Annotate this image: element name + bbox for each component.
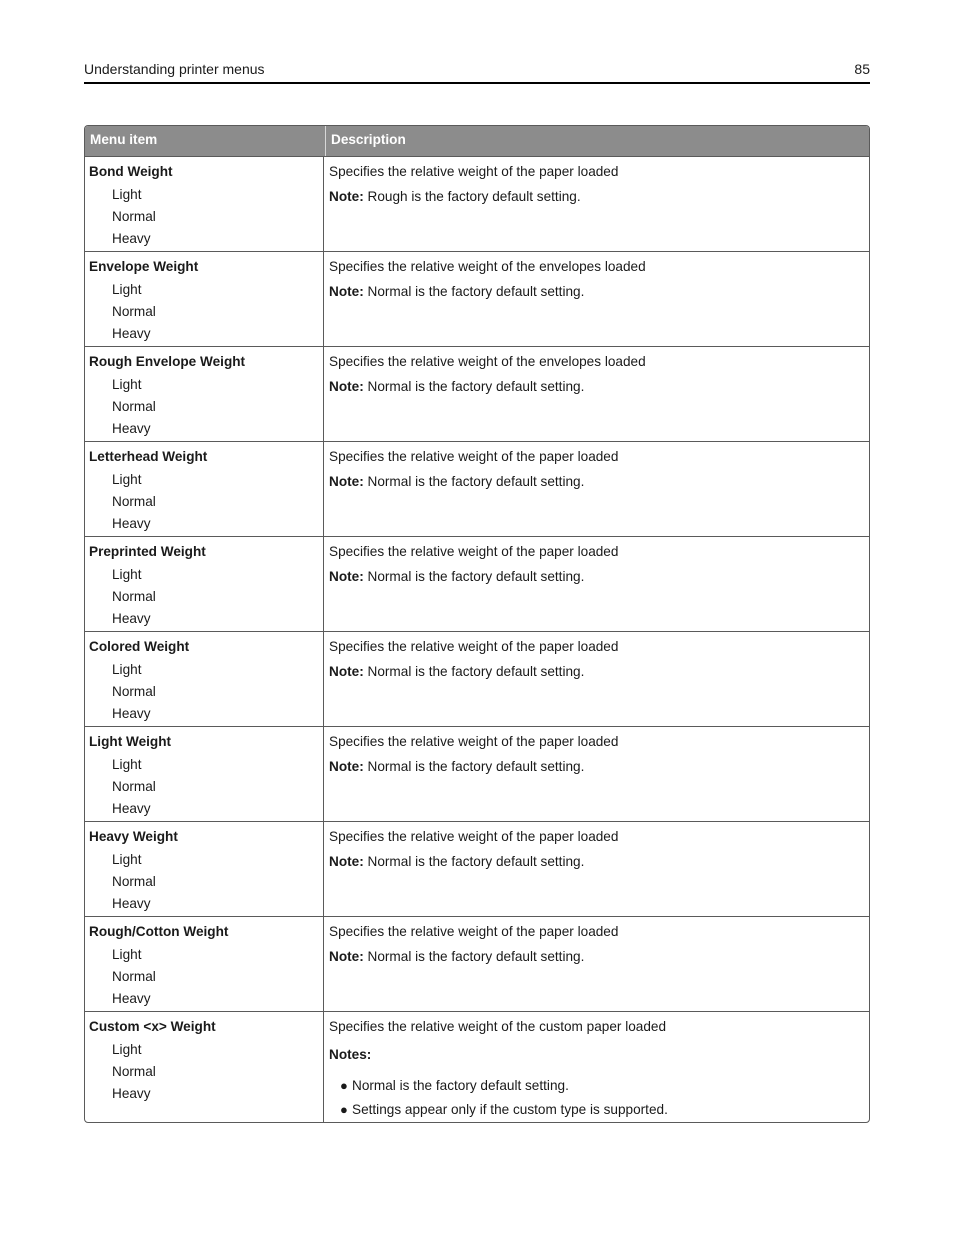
menu-item-cell	[85, 822, 324, 916]
menu-option: Heavy	[112, 801, 151, 816]
description-text: Specifies the relative weight of the custom paper loaded	[329, 1019, 667, 1034]
note-label: Note:	[329, 284, 364, 299]
menu-item-cell	[85, 1012, 324, 1122]
menu-option: Normal	[112, 589, 156, 604]
menu-item-name: Colored Weight	[89, 639, 190, 654]
note-text: Normal is the factory default setting.	[363, 569, 585, 584]
menu-item-name: Bond Weight	[89, 164, 173, 179]
menu-option: Heavy	[112, 1086, 151, 1101]
menu-item-name: Preprinted Weight	[89, 544, 206, 559]
menu-item-name: Envelope Weight	[89, 259, 199, 274]
menu-option: Normal	[112, 779, 156, 794]
description-text: Specifies the relative weight of the paper loaded	[329, 164, 619, 179]
menu-option: Normal	[112, 874, 156, 889]
menu-option: Normal	[112, 969, 156, 984]
menu-option: Light	[112, 662, 142, 677]
note	[329, 662, 869, 681]
note-text: Normal is the factory default setting.	[363, 949, 585, 964]
note-label: Note:	[329, 474, 364, 489]
menu-table	[84, 125, 870, 1123]
menu-option: Light	[112, 187, 142, 202]
menu-option: Normal	[112, 304, 156, 319]
menu-item-cell	[85, 252, 324, 346]
description-cell	[324, 632, 869, 726]
note-label: Note:	[329, 949, 364, 964]
menu-item-name: Rough Envelope Weight	[89, 354, 246, 369]
menu-option: Normal	[112, 1064, 156, 1079]
menu-option: Light	[112, 947, 142, 962]
description-text: Specifies the relative weight of the envelopes loaded	[329, 354, 646, 369]
menu-option: Light	[112, 757, 142, 772]
menu-item-cell	[85, 347, 324, 441]
menu-option: Heavy	[112, 231, 151, 246]
note-text: Normal is the factory default setting.	[363, 759, 585, 774]
menu-option: Heavy	[112, 896, 151, 911]
menu-item-name: Heavy Weight	[89, 829, 178, 844]
description-cell	[324, 917, 869, 1011]
menu-option: Light	[112, 282, 142, 297]
note-text: Normal is the factory default setting.	[363, 284, 585, 299]
menu-item-name: Letterhead Weight	[89, 449, 208, 464]
note-text: Settings appear only if the custom type is supported.	[352, 1102, 668, 1117]
table-row	[85, 1011, 869, 1122]
list-item	[329, 1100, 869, 1119]
table-row	[85, 916, 869, 1011]
table-row	[85, 536, 869, 631]
table-header	[85, 126, 869, 156]
menu-item-cell	[85, 537, 324, 631]
note-text: Rough is the factory default setting.	[363, 189, 581, 204]
note-label: Note:	[329, 854, 364, 869]
menu-item-name: Rough/Cotton Weight	[89, 924, 229, 939]
note-label: Note:	[329, 664, 364, 679]
menu-item-name: Custom <x> Weight	[89, 1019, 216, 1034]
page-number: 85	[854, 61, 870, 77]
menu-option: Heavy	[112, 706, 151, 721]
menu-option: Normal	[112, 209, 156, 224]
column-header-menu-item: Menu item	[85, 126, 326, 156]
menu-option: Light	[112, 377, 142, 392]
menu-option: Normal	[112, 494, 156, 509]
table-row	[85, 726, 869, 821]
description-text: Specifies the relative weight of the paper loaded	[329, 639, 619, 654]
menu-option: Heavy	[112, 516, 151, 531]
note	[329, 757, 869, 776]
description-cell	[324, 157, 869, 251]
menu-item-cell	[85, 917, 324, 1011]
menu-item-name: Light Weight	[89, 734, 172, 749]
menu-option: Light	[112, 1042, 142, 1057]
menu-item-cell	[85, 632, 324, 726]
menu-option: Normal	[112, 399, 156, 414]
page-header-title: Understanding printer menus	[84, 61, 265, 77]
description-text: Specifies the relative weight of the paper loaded	[329, 449, 619, 464]
menu-option: Light	[112, 567, 142, 582]
table-row	[85, 346, 869, 441]
table-row	[85, 251, 869, 346]
notes-label: Notes:	[329, 1047, 372, 1062]
description-cell	[324, 822, 869, 916]
description-cell	[324, 727, 869, 821]
description-cell	[324, 537, 869, 631]
bullet-icon: ●	[340, 1078, 348, 1093]
menu-option: Heavy	[112, 611, 151, 626]
note-label: Note:	[329, 759, 364, 774]
menu-item-cell	[85, 442, 324, 536]
note	[329, 377, 869, 396]
description-text: Specifies the relative weight of the paper loaded	[329, 544, 619, 559]
description-text: Specifies the relative weight of the paper loaded	[329, 734, 619, 749]
note	[329, 567, 869, 586]
note-text: Normal is the factory default setting.	[363, 664, 585, 679]
description-cell	[324, 442, 869, 536]
note	[329, 187, 869, 206]
note	[329, 852, 869, 871]
menu-option: Normal	[112, 684, 156, 699]
table-row	[85, 156, 869, 251]
note-text: Normal is the factory default setting.	[363, 474, 585, 489]
note-label: Note:	[329, 189, 364, 204]
note	[329, 282, 869, 301]
menu-option: Heavy	[112, 991, 151, 1006]
menu-option: Heavy	[112, 421, 151, 436]
menu-option: Heavy	[112, 326, 151, 341]
menu-item-cell	[85, 727, 324, 821]
table-row	[85, 631, 869, 726]
note-text: Normal is the factory default setting.	[363, 379, 585, 394]
note-label: Note:	[329, 569, 364, 584]
note	[329, 472, 869, 491]
note-text: Normal is the factory default setting.	[352, 1078, 569, 1093]
table-row	[85, 821, 869, 916]
menu-option: Light	[112, 852, 142, 867]
bullet-icon: ●	[340, 1102, 348, 1117]
note-label: Note:	[329, 379, 364, 394]
description-text: Specifies the relative weight of the paper loaded	[329, 829, 619, 844]
notes-list	[329, 1076, 869, 1119]
description-text: Specifies the relative weight of the paper loaded	[329, 924, 619, 939]
note	[329, 947, 869, 966]
note-text: Normal is the factory default setting.	[363, 854, 585, 869]
description-text: Specifies the relative weight of the envelopes loaded	[329, 259, 646, 274]
list-item	[329, 1076, 869, 1095]
menu-option: Light	[112, 472, 142, 487]
column-header-description: Description	[331, 132, 406, 147]
description-cell	[324, 347, 869, 441]
description-cell	[324, 1012, 869, 1122]
menu-item-cell	[85, 157, 324, 251]
description-cell	[324, 252, 869, 346]
table-row	[85, 441, 869, 536]
page-header	[84, 58, 870, 84]
